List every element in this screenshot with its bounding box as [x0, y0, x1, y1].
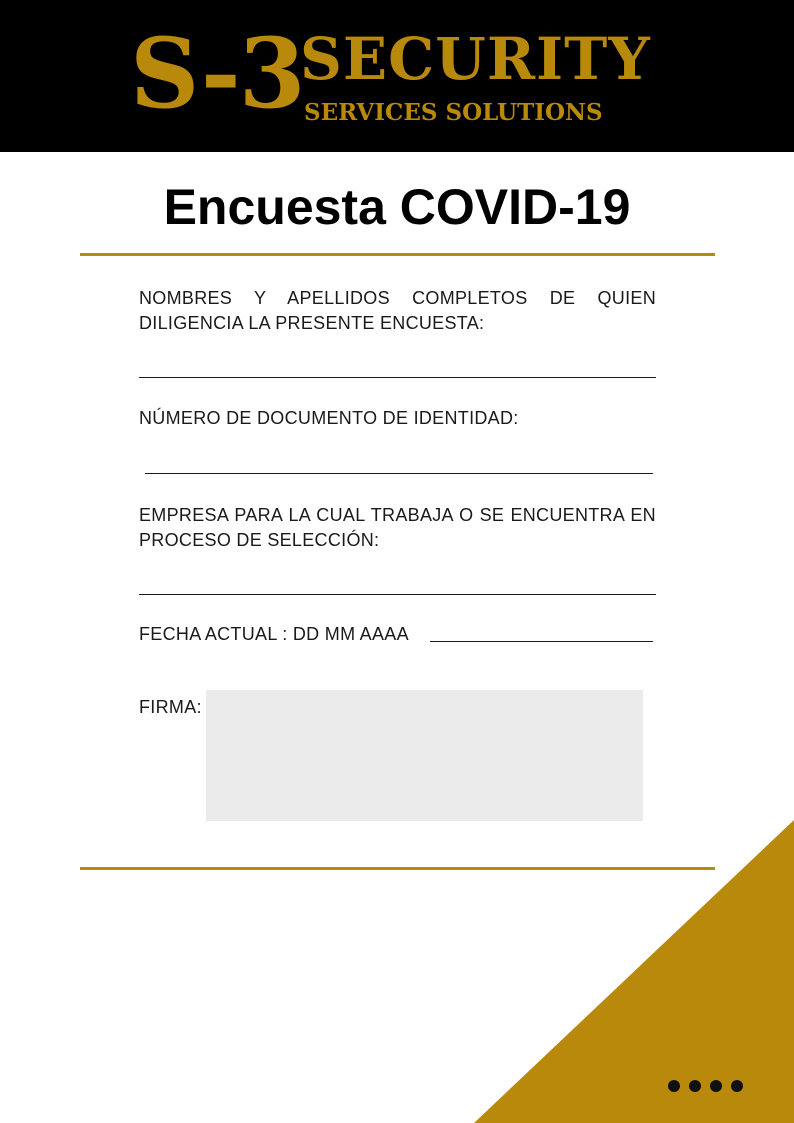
corner-triangle [474, 820, 794, 1123]
company-label: EMPRESA PARA LA CUAL TRABAJA O SE ENCUENTRA EN PROCESO DE SELECCIÓN: [139, 505, 656, 550]
signature-box[interactable] [206, 690, 643, 821]
dot-icon [731, 1080, 743, 1092]
id-number-label: NÚMERO DE DOCUMENTO DE IDENTIDAD: [139, 408, 519, 428]
date-label: FECHA ACTUAL : DD MM AAAA [139, 624, 409, 644]
company-field[interactable] [139, 594, 656, 595]
logo-tagline: SERVICES SOLUTIONS [304, 99, 603, 126]
dot-icon [710, 1080, 722, 1092]
header-bar [0, 0, 794, 152]
dot-icon [668, 1080, 680, 1092]
dot-icon [689, 1080, 701, 1092]
id-number-field[interactable] [145, 473, 653, 474]
page-title: Encuesta COVID-19 [163, 179, 631, 235]
bottom-divider [80, 867, 715, 870]
full-name-field[interactable] [139, 377, 656, 378]
full-name-label: NOMBRES Y APELLIDOS COMPLETOS DE QUIEN DILIGENCIA LA PRESENTE ENCUESTA: [139, 288, 656, 333]
more-dots-icon [668, 1080, 743, 1092]
top-divider [80, 253, 715, 256]
date-field[interactable] [430, 641, 653, 642]
logo-mark: S-3 [130, 17, 304, 130]
logo-name: SECURITY [300, 25, 651, 93]
signature-label: FIRMA: [139, 697, 202, 717]
